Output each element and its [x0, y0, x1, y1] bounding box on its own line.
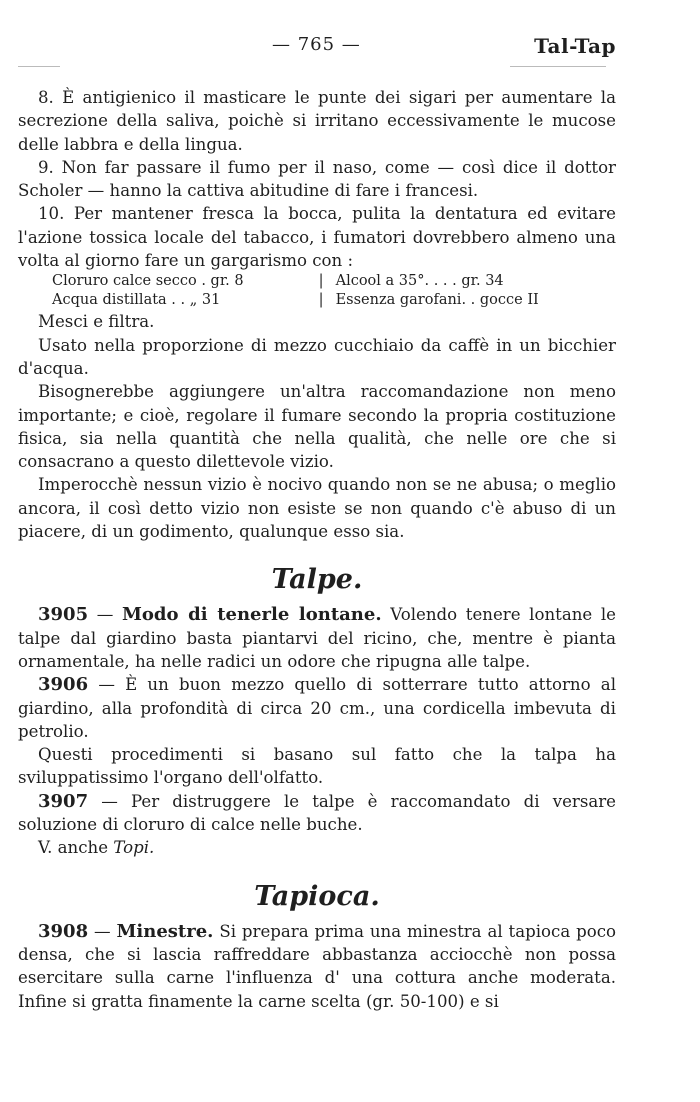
entry-dash: — [88, 921, 117, 941]
entry-title: Minestre. [116, 920, 214, 942]
header-rule-right [510, 66, 606, 67]
recipe-row [52, 291, 612, 310]
entry-number: 3907 [38, 790, 89, 812]
paragraph-bisognerebbe: Bisognerebbe aggiungere un'altra raccomandazione non meno importante; e cioè, regolare il fumare secondo la propria costituzione fisica, sia nella quantità che nella qualità, che nelle ore che si consacrano a questo dilettevole vizio. [18, 382, 616, 472]
running-title: Tal-Tap [534, 34, 616, 58]
entry-text: Volendo tenere lontane le talpe dal giardino basta piantarvi del ricino, che, mentre è pianta ornamentale, ha nelle radici un odore che ripugna alle talpe. [18, 605, 616, 671]
entry-3906 [18, 673, 616, 743]
paragraph-mesci: Mesci e filtra. [38, 312, 155, 332]
see-also-prefix: V. anche [38, 838, 114, 858]
paragraph-10: 10. Per mantener fresca la bocca, pulita la dentatura ed evitare l'azione tossica locale del tabacco, i fumatori dovrebbero almeno una volta al giorno fare un gargarismo con : [18, 204, 616, 271]
recipe-divider: | [318, 292, 324, 309]
recipe-right: Essenza garofani. . gocce II [335, 292, 539, 309]
paragraph-imperocche: Imperocchè nessun vizio è nocivo quando non se ne abusa; o meglio ancora, il così detto vizio non esiste se non quando c'è abuso di un piacere, di un godimento, qualunque esso sia. [18, 475, 616, 542]
entry-number: 3908 [38, 920, 89, 942]
see-also-reference: Topi. [113, 838, 155, 858]
paragraph-usato: Usato nella proporzione di mezzo cucchiaio da caffè in un bicchier d'acqua. [18, 335, 616, 378]
recipe-divider: | [318, 273, 324, 290]
recipe-row [52, 272, 612, 291]
entry-number: 3905 [38, 604, 89, 626]
entry-text: — È un buon mezzo quello di sotterrare tutto attorno al giardino, alla profondità di circa 20 cm., una cordicella imbevuta di petrolio. [18, 675, 616, 741]
paragraph-9: 9. Non far passare il fumo per il naso, come — così dice il dottor Scholer — hanno la cattiva abitudine di fare i francesi. [18, 157, 616, 201]
recipe-left: Acqua distillata . . „ 31 [52, 292, 221, 309]
entry-3905 [18, 603, 616, 673]
page-body [18, 86, 616, 1013]
recipe-table [52, 272, 612, 310]
entry-3908 [18, 920, 616, 1013]
page-number: — 765 — [272, 34, 361, 55]
section-title-tapioca: Tapioca. [254, 880, 380, 912]
recipe-right: Alcool a 35°. . . . gr. 34 [335, 273, 504, 290]
entry-3907 [18, 790, 616, 837]
entry-number: 3906 [38, 674, 89, 696]
header-rule-left [18, 66, 60, 67]
recipe-left: Cloruro calce secco . gr. 8 [52, 273, 244, 290]
entry-title: Modo di tenerle lontane. [121, 604, 382, 626]
page-header [0, 32, 700, 62]
entry-dash: — [88, 605, 122, 625]
section-title-talpe: Talpe. [271, 564, 363, 596]
see-also [18, 836, 616, 859]
entry-text: Si prepara prima una minestra al tapioca poco densa, che si lascia raffreddare abbastanza acciocchè non possa esercitare sulla carne l'influenza d' una cottura anche moderata. Infine si gratta finamente la carne scelta (gr. 50-100) e si [18, 921, 616, 1011]
paragraph-8: 8. È antigienico il masticare le punte dei sigari per aumentare la secrezione della saliva, poichè si irritano eccessivamente le mucose delle labbra e della lingua. [18, 88, 616, 154]
paragraph-questi: Questi procedimenti si basano sul fatto che la talpa ha sviluppatissimo l'organo dell'olfatto. [18, 745, 616, 788]
entry-text: — Per distruggere le talpe è raccomandato di versare soluzione di cloruro di calce nelle buche. [18, 791, 616, 835]
